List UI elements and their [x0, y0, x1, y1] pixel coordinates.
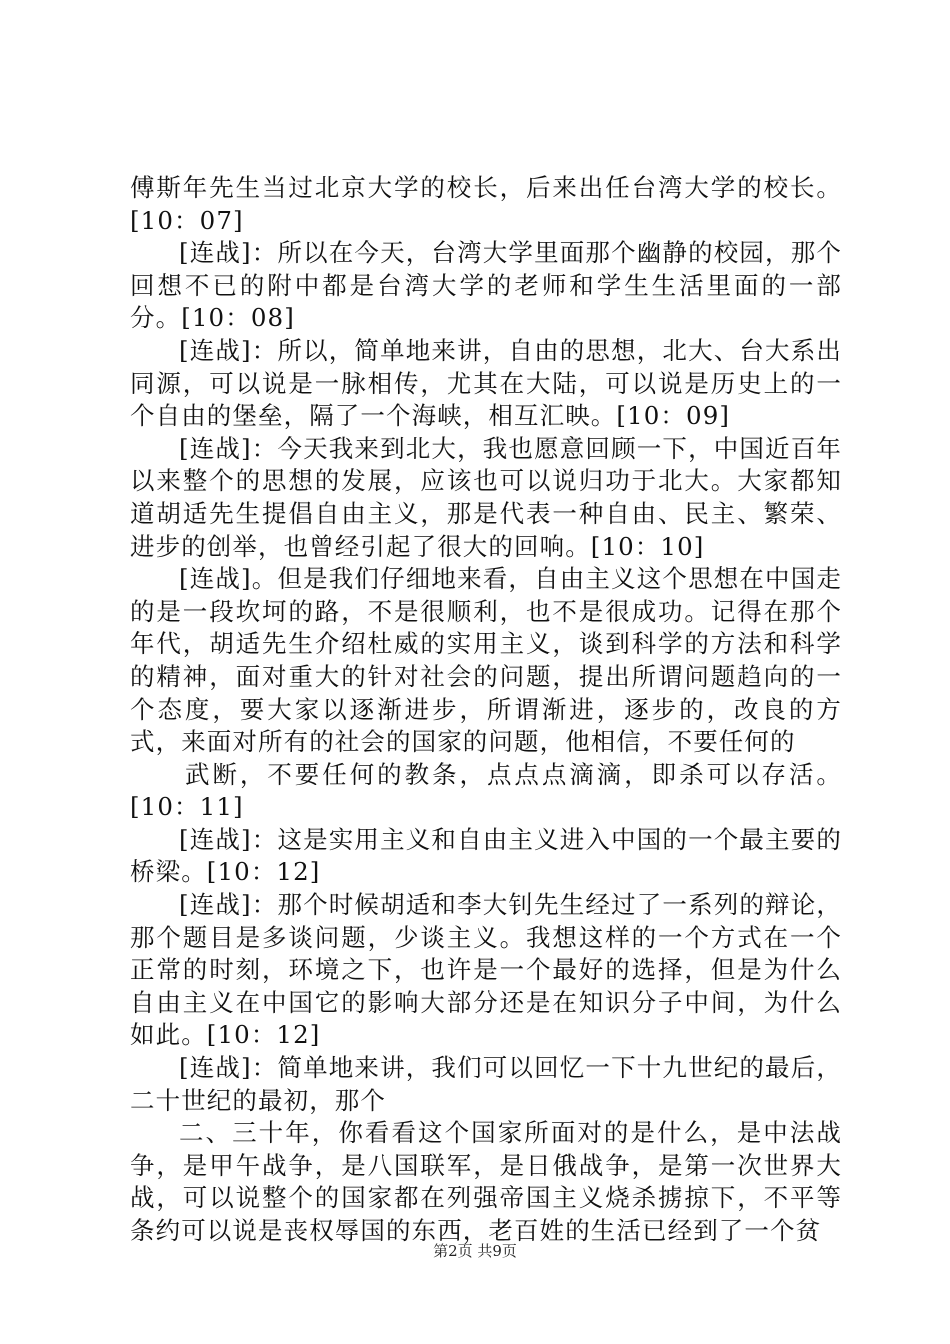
paragraph-1: 傅斯年先生当过北京大学的校长，后来出任台湾大学的校长。[10：07] — [130, 173, 842, 235]
paragraph-9: [连战]：简单地来讲，我们可以回忆一下十九世纪的最后，二十世纪的最初，那个 — [130, 1053, 842, 1115]
document-body — [130, 172, 842, 1248]
paragraph-5: [连战]。但是我们仔细地来看，自由主义这个思想在中国走的是一段坎坷的路，不是很顺利，也不是很成功。记得在那个年代，胡适先生介绍杜威的实用主义，谈到科学的方法和科学的精神，面对重大的针对社会的问题，提出所谓问题趋向的一个态度，要大家以逐渐进步，所谓渐进，逐步的，改良的方式，来面对所有的社会的国家的问题，他相信，不要任何的 — [130, 564, 842, 757]
page-number-footer: 第2页 共9页 — [433, 1242, 517, 1260]
paragraph-2: [连战]：所以在今天，台湾大学里面那个幽静的校园，那个回想不已的附中都是台湾大学的老师和学生生活里面的一部分。[10：08] — [130, 238, 842, 333]
paragraph-8: [连战]：那个时候胡适和李大钊先生经过了一系列的辩论，那个题目是多谈问题，少谈主义。我想这样的一个方式在一个正常的时刻，环境之下，也许是一个最好的选择，但是为什么自由主义在中国它的影响大部分还是在知识分子中间，为什么如此。[10：12] — [130, 890, 842, 1050]
paragraph-3: [连战]：所以，简单地来讲，自由的思想，北大、台大系出同源，可以说是一脉相传，尤其在大陆，可以说是历史上的一个自由的堡垒，隔了一个海峡，相互汇映。[10：09] — [130, 335, 842, 431]
paragraph-10: 二、三十年，你看看这个国家所面对的是什么，是中法战争，是甲午战争，是八国联军，是日俄战争，是第一次世界大战，可以说整个的国家都在列强帝国主义烧杀掳掠下，不平等条约可以说是丧权辱国的东西，老百姓的生活已经到了一个贫 — [130, 1118, 842, 1245]
paragraph-4: [连战]：今天我来到北大，我也愿意回顾一下，中国近百年以来整个的思想的发展，应该也可以说归功于北大。大家都知道胡适先生提倡自由主义，那是代表一种自由、民主、繁荣、进步的创举，也曾经引起了很大的回响。[10：10] — [130, 433, 842, 561]
paragraph-6: 武断，不要任何的教条，点点点滴滴，即杀可以存活。[10：11] — [130, 759, 842, 822]
paragraph-7: [连战]：这是实用主义和自由主义进入中国的一个最主要的桥梁。[10：12] — [130, 824, 842, 887]
